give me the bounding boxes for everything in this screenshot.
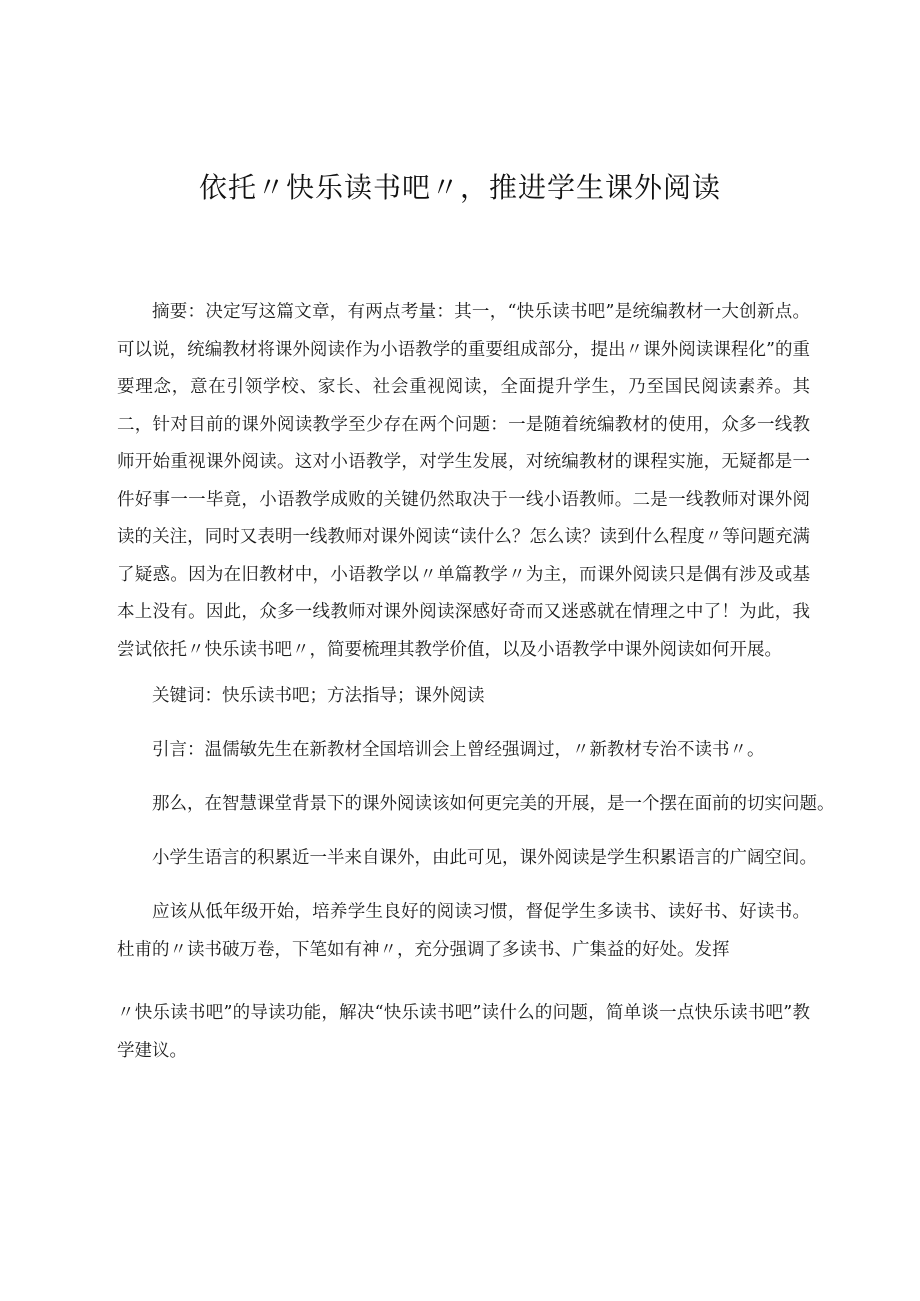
document-title: 依托〃快乐读书吧〃，推进学生课外阅读 xyxy=(198,171,721,204)
body-paragraph-problem: 那么，在智慧课堂背景下的课外阅读该如何更完美的开展，是一个摆在面前的切实问题。 xyxy=(152,794,835,814)
body-paragraph-habits: 应该从低年级开始，培养学生良好的阅读习惯，督促学生多读书、读好书、好读书。杜甫的〃读书破万卷，下笔如有神〃，充分强调了多读书、广集益的好处。发挥 xyxy=(117,902,810,960)
body-paragraph-reading-bar: 〃快乐读书吧”的导读功能，解决“快乐读书吧”读什么的问题，简单谈一点快乐读书吧”教学建议。 xyxy=(117,1003,810,1061)
keywords-paragraph: 关键词：快乐读书吧；方法指导；课外阅读 xyxy=(152,686,485,706)
abstract-paragraph: 摘要：决定写这篇文章，有两点考量：其一，“快乐读书吧”是统编教材一大创新点。可以说，统编教材将课外阅读作为小语教学的重要组成部分，提出〃课外阅读课程化”的重要理念，意在引领学校、家长、社会重视阅读，全面提升学生，乃至国民阅读素养。其二，针对目前的课外阅读教学至少存在两个问题：一是随着统编教材的使用，众多一线教师开始重视课外阅读。这对小语教学，对学生发展，对统编教材的课程实施，无疑都是一件好事一一毕竟，小语教学成败的关键仍然取决于一线小语教师。二是一线教师对课外阅读的关注，同时又表明一线教师对课外阅读“读什么？怎么读？读到什么程度〃等问题充满了疑惑。因为在旧教材中，小语教学以〃单篇教学〃为主，而课外阅读只是偶有涉及或基本上没有。因此，众多一线教师对课外阅读深感好奇而又迷惑就在情理之中了！为此，我尝试依托〃快乐读书吧〃，简要梳理其教学价值，以及小语教学中课外阅读如何开展。 xyxy=(117,302,810,660)
body-paragraph-accumulation: 小学生语言的积累近一半来自课外，由此可见，课外阅读是学生积累语言的广阔空间。 xyxy=(152,848,817,868)
intro-paragraph: 引言：温儒敏先生在新教材全国培训会上曾经强调过，〃新教材专治不读书〃。 xyxy=(152,740,765,760)
